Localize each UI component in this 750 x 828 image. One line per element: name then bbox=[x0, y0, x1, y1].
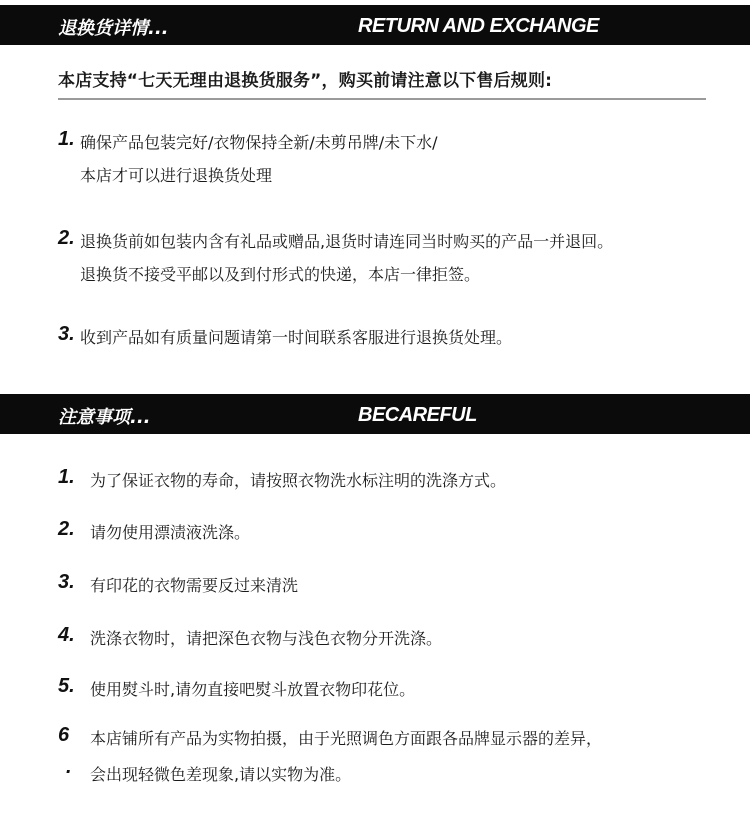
return-item-1-number: 1. bbox=[58, 128, 75, 150]
care-item-3-text: 有印花的衣物需要反过来清洗 bbox=[90, 576, 299, 595]
return-item-2-line-2: 退换货不接受平邮以及到付形式的快递，本店一律拒签。 bbox=[80, 265, 481, 284]
care-item-6-number: 6 bbox=[58, 724, 70, 746]
care-item-6-line-2: 会出现轻微色差现象,请以实物为准。 bbox=[90, 765, 352, 784]
care-item-6-line-1: 本店铺所有产品为实物拍摄，由于光照调色方面跟各品牌显示器的差异， bbox=[90, 729, 603, 748]
return-item-1-line-1: 确保产品包装完好/衣物保持全新/未剪吊牌/未下水/ bbox=[80, 133, 438, 152]
return-item-2-line-1: 退换货前如包装内含有礼品或赠品,退货时请连同当时购买的产品一并退回。 bbox=[80, 232, 614, 251]
care-item-4-text: 洗涤衣物时，请把深色衣物与浅色衣物分开洗涤。 bbox=[90, 629, 443, 648]
care-item-4-number: 4. bbox=[58, 624, 75, 646]
return-item-3-number: 3. bbox=[58, 323, 75, 345]
return-section-header bbox=[0, 5, 750, 45]
return-item-3-line-1: 收到产品如有质量问题请第一时间联系客服进行退换货处理。 bbox=[80, 328, 513, 347]
return-item-2-number: 2. bbox=[58, 227, 75, 249]
care-item-1-text: 为了保证衣物的寿命，请按照衣物洗水标注明的洗涤方式。 bbox=[90, 471, 507, 490]
care-section-header bbox=[0, 394, 750, 434]
care-item-6-number-dot: . bbox=[66, 756, 72, 778]
care-item-2-number: 2. bbox=[58, 518, 75, 540]
care-title-cn: 注意事项... bbox=[58, 407, 151, 428]
return-title-en: RETURN AND EXCHANGE bbox=[358, 15, 599, 37]
return-item-1-line-2: 本店才可以进行退换货处理 bbox=[80, 166, 273, 185]
care-item-2-text: 请勿使用漂渍液洗涤。 bbox=[90, 523, 251, 542]
return-policy-notice: 本店支持“七天无理由退换货服务”，购买前请注意以下售后规则: bbox=[58, 66, 706, 100]
care-item-5-text: 使用熨斗时,请勿直接吧熨斗放置衣物印花位。 bbox=[90, 680, 416, 699]
care-item-3-number: 3. bbox=[58, 571, 75, 593]
return-title-cn: 退换货详情... bbox=[58, 18, 169, 39]
care-title-en: BECAREFUL bbox=[358, 404, 477, 426]
care-item-1-number: 1. bbox=[58, 466, 75, 488]
care-item-5-number: 5. bbox=[58, 675, 75, 697]
